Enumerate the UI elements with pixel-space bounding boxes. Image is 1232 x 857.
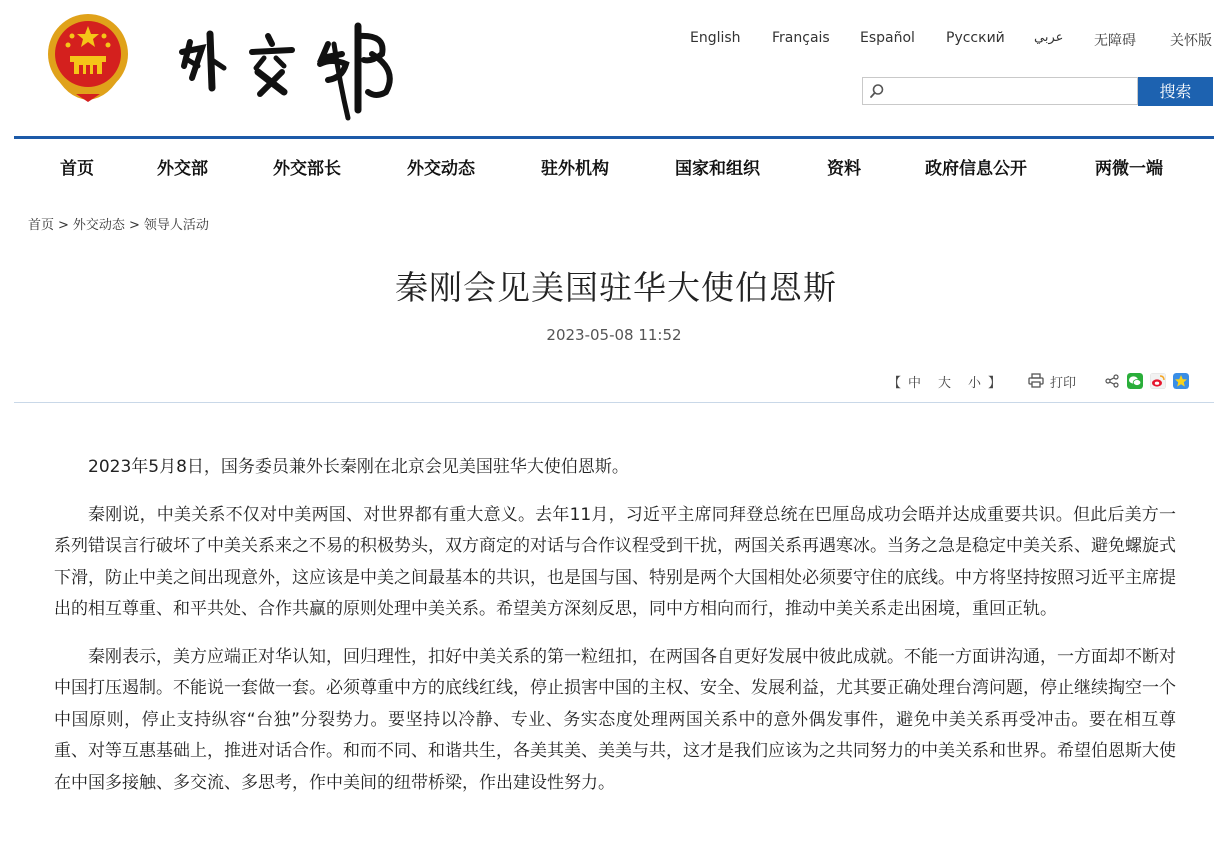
- nav-item-gov-info[interactable]: 政府信息公开: [925, 159, 1027, 179]
- nav-item-minister[interactable]: 外交部长: [273, 159, 341, 179]
- search-icon: [869, 83, 885, 99]
- breadcrumb: [28, 214, 213, 233]
- lang-spanish-link[interactable]: Español: [860, 30, 915, 46]
- wechat-icon[interactable]: [1127, 373, 1143, 389]
- nav-item-news[interactable]: 外交动态: [407, 159, 475, 179]
- language-bar: [0, 30, 1232, 50]
- lang-french-link[interactable]: Français: [772, 30, 830, 46]
- breadcrumb-news[interactable]: 外交动态: [72, 218, 125, 233]
- qzone-icon[interactable]: [1173, 373, 1189, 389]
- search-input[interactable]: [889, 80, 1137, 104]
- nav-item-countries[interactable]: 国家和组织: [675, 159, 760, 179]
- lang-english-link[interactable]: English: [690, 30, 741, 46]
- search-button[interactable]: 搜索: [1138, 77, 1213, 106]
- article-paragraph: 秦刚说，中美关系不仅对中美两国、对世界都有重大意义。去年11月，习近平主席同拜登总统在巴厘岛成功会晤并达成重要共识。但此后美方一系列错误言行破坏了中美关系来之不易的积极势头，双方商定的对话与合作议程受到干扰，两国关系再遇寒冰。当务之急是稳定中美关系、避免螺旋式下滑，防止中美之间出现意外，这应该是中美之间最基本的共识，也是国与国、特别是两个大国相处必须要守住的底线。中方将坚持按照习近平主席提出的相互尊重、和平共处、合作共赢的原则处理中美关系。希望美方深刻反思，同中方相向而行，推动中美关系走出困境，重回正轨。: [54, 504, 1176, 619]
- article-body: [54, 452, 1176, 815]
- nav-item-home[interactable]: 首页: [60, 159, 94, 179]
- article-title: 秦刚会见美国驻华大使伯恩斯: [395, 268, 837, 307]
- nav-item-social[interactable]: 两微一端: [1095, 159, 1163, 179]
- national-emblem-icon[interactable]: [46, 12, 130, 102]
- lang-arabic-link[interactable]: عربي: [1034, 30, 1064, 45]
- printer-icon[interactable]: [1028, 373, 1044, 388]
- nav-item-resources[interactable]: 资料: [827, 159, 861, 179]
- font-size-small[interactable]: 小: [968, 376, 982, 391]
- article-paragraph: 秦刚表示，美方应端正对华认知，回归理性，扣好中美关系的第一粒纽扣，在两国各自更好发展中彼此成就。不能一方面讲沟通，一方面却不断对中国打压遏制。不能说一套做一套。必须尊重中方的底线红线，停止损害中国的主权、安全、发展利益，尤其要正确处理台湾问题，停止继续掏空一个中国原则，停止支持纵容“台独”分裂势力。要坚持以冷静、专业、务实态度处理两国关系中的意外偶发事件，避免中美关系再受冲击。要在相互尊重、对等互惠基础上，推进对话合作。和而不同、和谐共生，各美其美、美美与共，这才是我们应该为之共同努力的中美关系和世界。希望伯恩斯大使在中国多接触、多交流、多思考，作中美间的纽带桥梁，作出建设性努力。: [54, 646, 1176, 793]
- search-box: [862, 77, 1138, 105]
- breadcrumb-separator: >: [128, 218, 140, 233]
- share-icon[interactable]: [1105, 374, 1119, 388]
- font-size-bracket-open: 【: [888, 376, 902, 391]
- breadcrumb-home[interactable]: 首页: [28, 218, 55, 233]
- nav-item-missions[interactable]: 驻外机构: [541, 159, 609, 179]
- weibo-icon[interactable]: [1150, 373, 1166, 389]
- article-paragraph: 2023年5月8日，国务委员兼外长秦刚在北京会见美国驻华大使伯恩斯。: [88, 457, 629, 477]
- lang-russian-link[interactable]: Русский: [946, 30, 1005, 46]
- nav-top-line: [14, 136, 1214, 139]
- article-date: 2023-05-08 11:52: [546, 326, 682, 344]
- font-size-medium[interactable]: 中: [908, 376, 922, 391]
- nav-item-ministry[interactable]: 外交部: [157, 159, 208, 179]
- elder-care-link[interactable]: 关怀版: [1170, 33, 1212, 49]
- print-button[interactable]: 打印: [1050, 376, 1077, 391]
- font-size-large[interactable]: 大: [938, 376, 952, 391]
- font-size-bracket-close: 】: [988, 376, 1002, 391]
- main-nav: [0, 140, 1232, 190]
- breadcrumb-separator: >: [58, 218, 69, 233]
- content-divider: [14, 402, 1214, 403]
- breadcrumb-leaders[interactable]: 领导人活动: [143, 218, 209, 233]
- accessibility-link[interactable]: 无障碍: [1094, 33, 1136, 49]
